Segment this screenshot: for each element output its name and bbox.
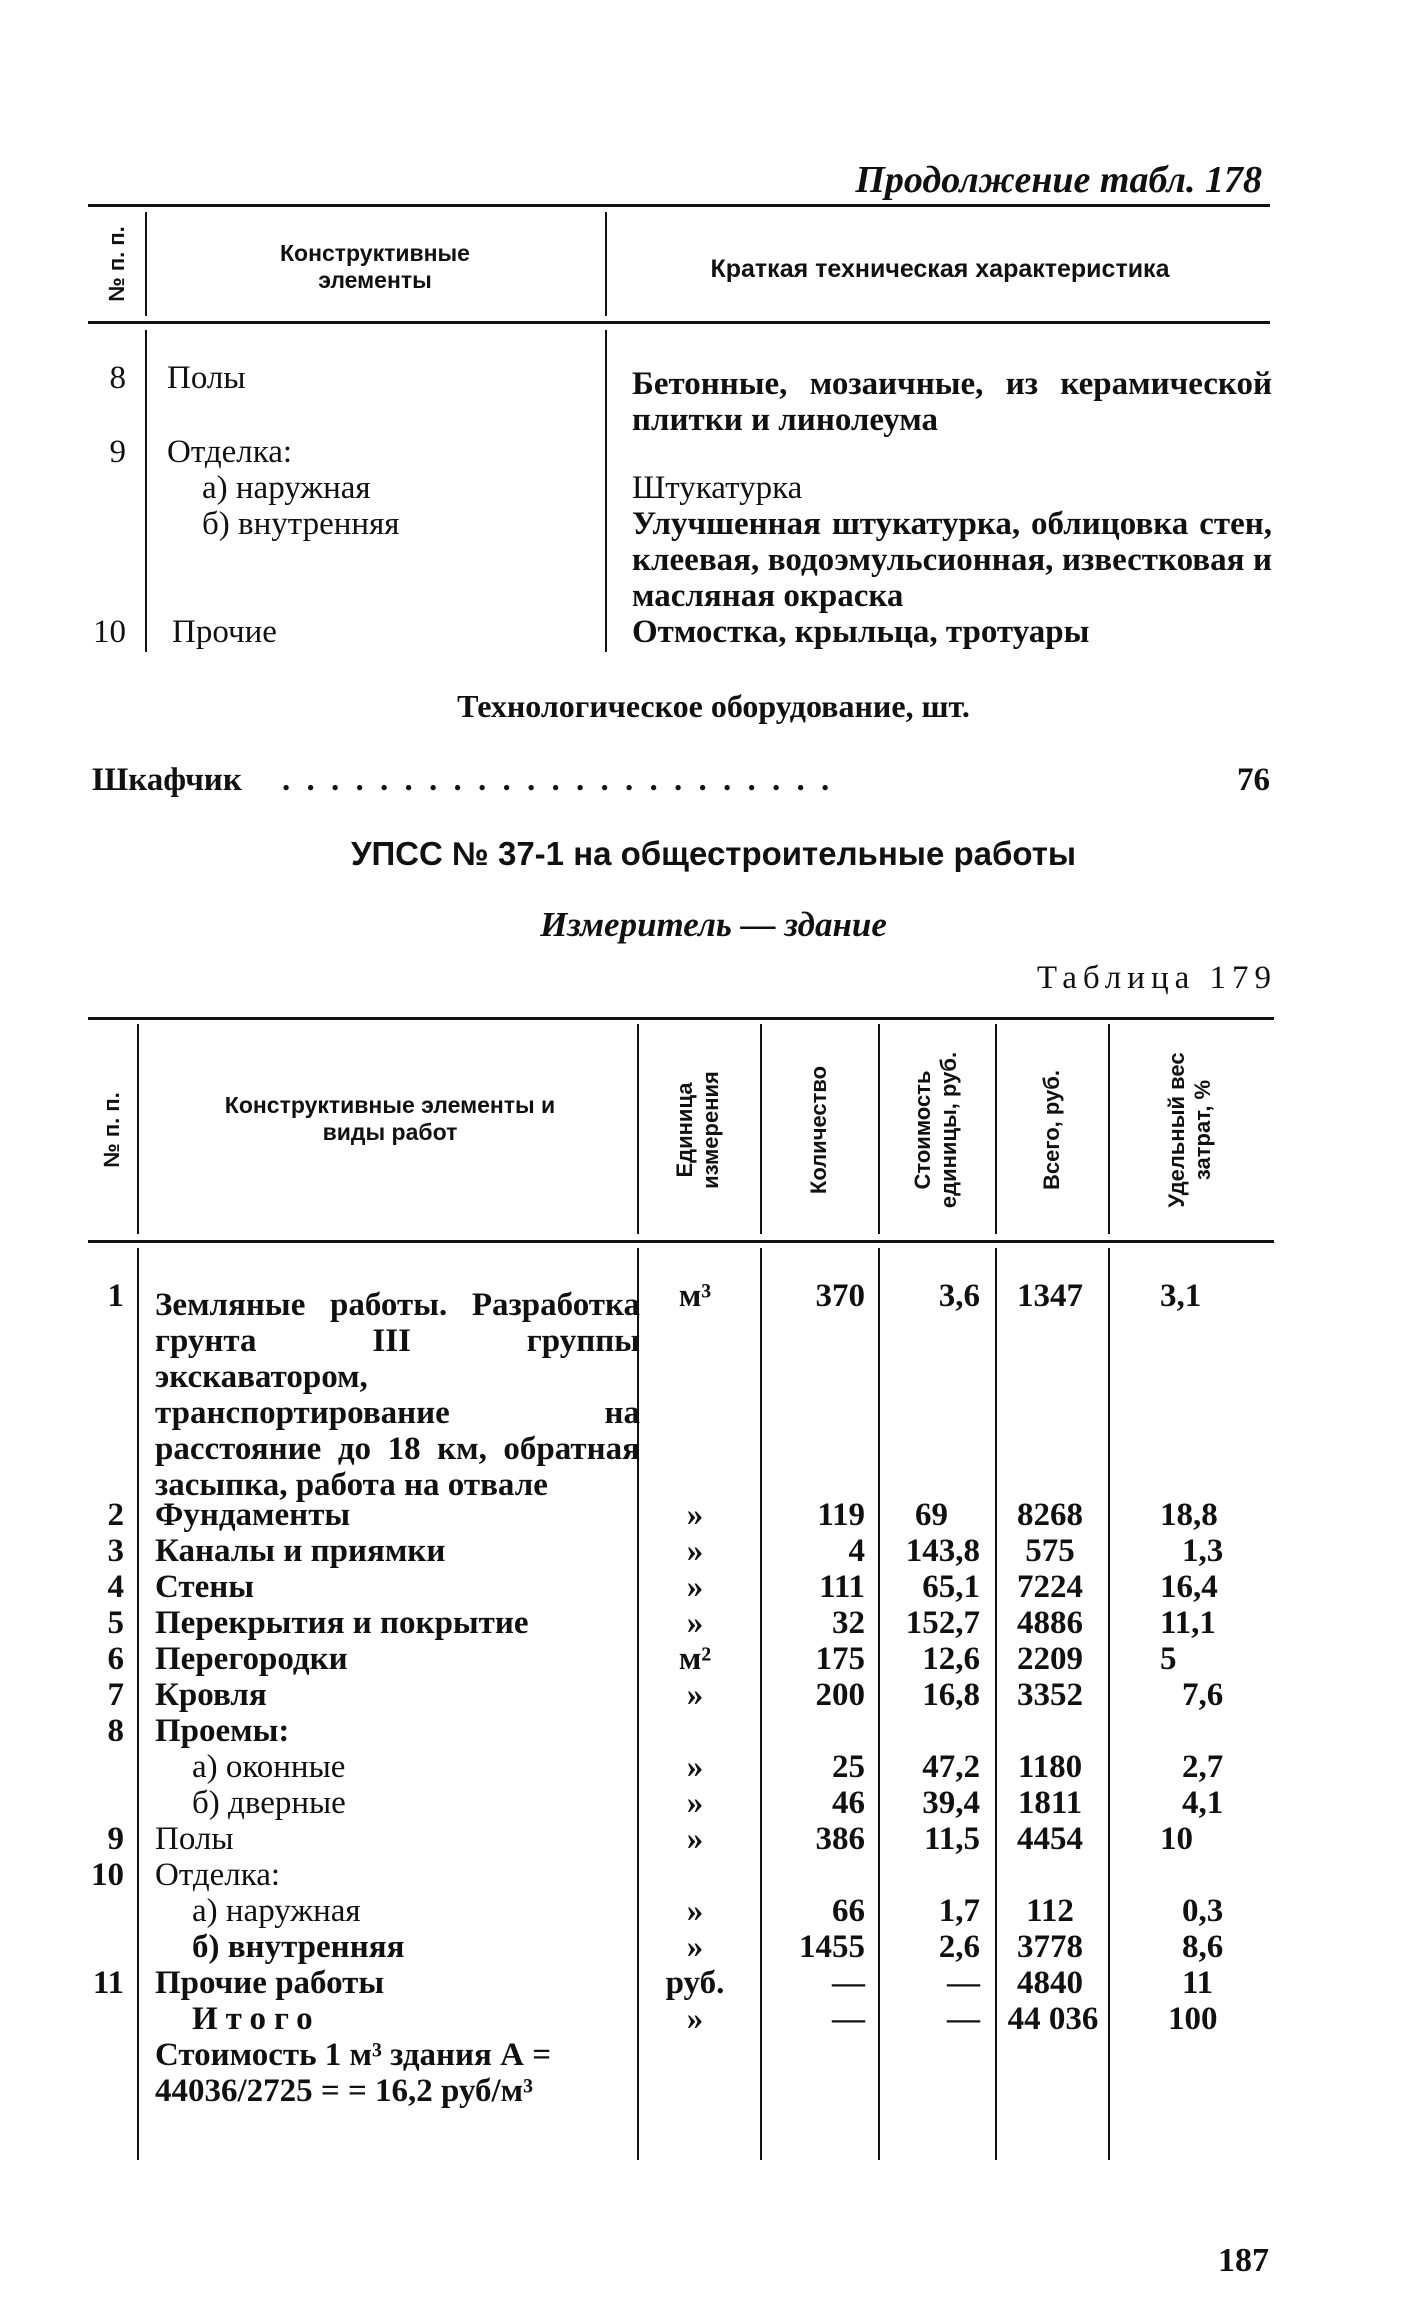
t178-header-elements: Конструктивные элементы	[280, 240, 470, 293]
t179-row-total: 3778	[1017, 1929, 1083, 1965]
t179-row-name: а) наружная	[192, 1893, 361, 1929]
equipment-title: Технологическое оборудование, шт.	[457, 688, 970, 724]
t179-row-name: б) внутренняя	[192, 1929, 405, 1965]
t179-row-name: Стены	[155, 1569, 255, 1605]
t179-row-unit: »	[686, 1893, 704, 1929]
t179-row-share: 11	[1182, 1965, 1214, 2001]
t179-row-name: Проемы:	[155, 1713, 290, 1749]
t179-row-qty: 4	[848, 1533, 865, 1569]
t179-row-share: 11,1	[1160, 1605, 1216, 1641]
t179-row-name: а) оконные	[192, 1749, 346, 1785]
t179-row-num: 2	[107, 1497, 124, 1533]
t179-row-qty: 32	[832, 1605, 865, 1641]
t178-row-name: Отделка:	[167, 434, 293, 470]
t179-row-name: б) дверные	[192, 1785, 346, 1821]
t179-row-cost: 3,6	[938, 1278, 980, 1314]
t179-row-num: 10	[91, 1857, 124, 1893]
t179-row-cost: 47,2	[922, 1749, 980, 1785]
t179-row-total: 7224	[1017, 1569, 1083, 1605]
t179-row-num: 3	[107, 1533, 124, 1569]
t179-total-value: 44 036	[1007, 2001, 1099, 2037]
t178-row-desc: Отмостка, крыльца, тротуары	[632, 614, 1090, 650]
t179-row-share: 10	[1160, 1821, 1193, 1857]
t179-row-share: 4,1	[1182, 1785, 1224, 1821]
t179-row-name: Земляные работы. Разработка грунта III группы экскаватором, транспортирование на расстояние до 18 км, обратная засыпка, работа на отвале	[155, 1287, 640, 1503]
t179-row-unit: »	[686, 1785, 704, 1821]
t179-total-share: 100	[1168, 2001, 1218, 2037]
t178-row-num: 9	[109, 434, 126, 470]
t179-row-name: Полы	[155, 1821, 234, 1857]
t179-row-qty: 386	[815, 1821, 865, 1857]
t179-row-num: 8	[107, 1713, 124, 1749]
t179-row-total: 1180	[1017, 1749, 1083, 1785]
t179-row-unit: »	[686, 1821, 704, 1857]
t179-row-total: 4840	[1017, 1965, 1083, 2001]
t179-row-total: 112	[1026, 1893, 1074, 1929]
t179-row-cost: 11,5	[924, 1821, 980, 1857]
t179-row-qty: 66	[832, 1893, 865, 1929]
t179-row-unit: »	[686, 1497, 704, 1533]
t179-row-share: 3,1	[1160, 1278, 1202, 1314]
t179-row-qty: 25	[832, 1749, 865, 1785]
t179-row-cost: 152,7	[905, 1605, 980, 1641]
t179-row-cost: —	[947, 2001, 980, 2037]
t178-row-desc: Бетонные, мозаичные, из керамической плитки и линолеума	[632, 366, 1272, 438]
t179-row-total: 1347	[1017, 1278, 1083, 1314]
equipment-value: 76	[1237, 762, 1270, 798]
t178-row-desc: Улучшенная штукатурка, облицовка стен, клеевая, водоэмульсионная, известковая и масляная окраска	[632, 506, 1272, 614]
t179-row-qty: 119	[817, 1497, 865, 1533]
t179-row-total: 4454	[1017, 1821, 1083, 1857]
t179-header-num: № п. п.	[99, 1092, 124, 1168]
t179-row-unit: руб.	[665, 1965, 725, 2001]
t179-header-elements: Конструктивные элементы и виды работ	[224, 1092, 556, 1145]
equipment-item: Шкафчик	[92, 762, 242, 798]
t179-row-name: Прочие работы	[155, 1965, 385, 2001]
t179-row-unit: »	[686, 1569, 704, 1605]
t179-row-unit: м²	[678, 1641, 712, 1677]
t179-row-qty: 200	[815, 1677, 865, 1713]
t179-header-qty: Количество	[806, 1065, 831, 1195]
t179-row-cost: 16,8	[922, 1677, 980, 1713]
t179-row-num: 11	[92, 1965, 124, 2001]
t179-row-total: 1811	[1017, 1785, 1083, 1821]
t179-cost-per-m3: Стоимость 1 м³ здания А = 44036/2725 = = 16,2 руб/м³	[155, 2037, 552, 2109]
t179-row-qty: 111	[819, 1569, 865, 1605]
t179-row-total: 4886	[1017, 1605, 1083, 1641]
t179-row-share: 1,3	[1182, 1533, 1224, 1569]
t178-row-name: б) внутренняя	[202, 506, 400, 542]
t179-row-share: 16,4	[1160, 1569, 1218, 1605]
t179-row-unit: »	[686, 1533, 704, 1569]
t179-total-label: Итого	[192, 2001, 321, 2037]
t178-row-num: 8	[109, 360, 126, 396]
t179-row-name: Перегородки	[155, 1641, 348, 1677]
t179-row-share: 8,6	[1182, 1929, 1224, 1965]
t179-row-qty: 46	[832, 1785, 865, 1821]
t179-row-share: 18,8	[1160, 1497, 1218, 1533]
t179-row-unit: м³	[678, 1278, 712, 1314]
t179-row-total: 3352	[1017, 1677, 1083, 1713]
t179-row-cost: 2,6	[938, 1929, 980, 1965]
t178-header-description: Краткая техническая характеристика	[710, 255, 1170, 283]
t179-row-name: Каналы и приямки	[155, 1533, 446, 1569]
t179-row-cost: 65,1	[922, 1569, 980, 1605]
t179-row-share: 0,3	[1182, 1893, 1224, 1929]
t178-row-name: Полы	[167, 360, 246, 396]
page-number: 187	[1218, 2242, 1269, 2279]
t179-row-qty: 370	[815, 1278, 865, 1314]
t178-header-num: № п. п.	[104, 226, 129, 302]
t179-row-unit: »	[686, 1605, 704, 1641]
t179-row-num: 1	[107, 1278, 124, 1314]
upss-meter: Измеритель — здание	[540, 905, 887, 944]
t179-row-cost: 69	[915, 1497, 948, 1533]
t179-row-num: 4	[107, 1569, 124, 1605]
t178-row-desc: Штукатурка	[632, 470, 803, 506]
t179-row-share: 5	[1160, 1641, 1177, 1677]
t179-row-name: Фундаменты	[155, 1497, 351, 1533]
t179-row-num: 5	[107, 1605, 124, 1641]
upss-title: УПСС № 37-1 на общестроительные работы	[350, 835, 1077, 872]
t179-row-unit: »	[686, 2001, 704, 2037]
equipment-line	[92, 762, 1270, 802]
t179-row-cost: 39,4	[922, 1785, 980, 1821]
t179-row-cost: —	[947, 1965, 980, 2001]
t179-row-num: 9	[107, 1821, 124, 1857]
t179-row-qty: —	[832, 2001, 865, 2037]
t179-row-unit: »	[686, 1749, 704, 1785]
t179-header-unit: Единица измерения	[672, 1071, 723, 1189]
t179-row-total: 2209	[1017, 1641, 1083, 1677]
continuation-label: Продолжение табл. 178	[855, 159, 1262, 201]
t179-row-share: 2,7	[1182, 1749, 1224, 1785]
t179-header-unit-cost: Стоимость единицы, руб.	[910, 1051, 961, 1209]
t179-row-cost: 143,8	[905, 1533, 980, 1569]
t179-row-total: 8268	[1017, 1497, 1083, 1533]
t179-row-num: 6	[107, 1641, 124, 1677]
table-179-label: Таблица 179	[1036, 960, 1277, 996]
t179-row-cost: 12,6	[922, 1641, 980, 1677]
t178-row-num: 10	[93, 614, 126, 650]
t179-row-name: Перекрытия и покрытие	[155, 1605, 529, 1641]
t179-header-share: Удельный вес затрат, %	[1164, 1052, 1215, 1208]
t179-row-unit: »	[686, 1929, 704, 1965]
t178-row-name: а) наружная	[202, 470, 371, 506]
t179-row-num: 7	[107, 1677, 124, 1713]
t179-row-qty: —	[832, 1965, 865, 2001]
t179-row-share: 7,6	[1182, 1677, 1224, 1713]
t179-row-cost: 1,7	[938, 1893, 980, 1929]
t179-row-name: Отделка:	[155, 1857, 281, 1893]
t178-row-name: Прочие	[172, 614, 277, 650]
t179-row-name: Кровля	[155, 1677, 267, 1713]
t179-header-total: Всего, руб.	[1039, 1070, 1064, 1190]
t179-row-unit: »	[686, 1677, 704, 1713]
t179-row-total: 575	[1025, 1533, 1075, 1569]
t179-row-qty: 1455	[799, 1929, 865, 1965]
t179-row-qty: 175	[815, 1641, 865, 1677]
equipment-leader: . . . . . . . . . . . . . . . . . . . . . . .	[282, 762, 834, 798]
